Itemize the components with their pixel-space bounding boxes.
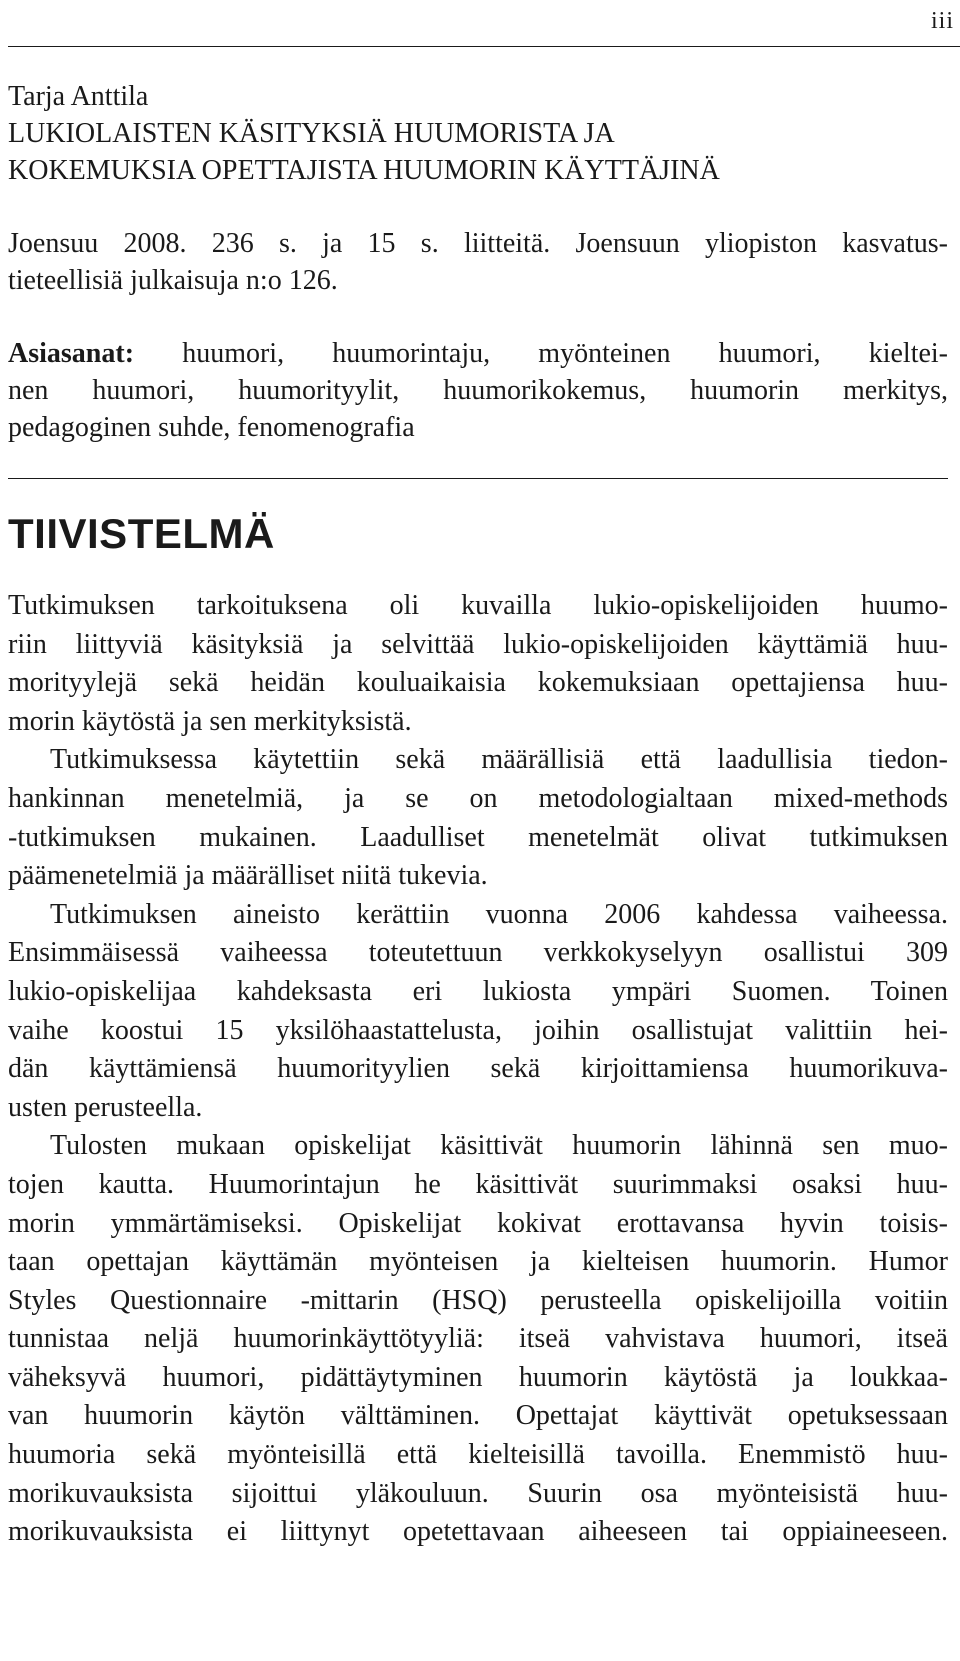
abstract-line: riin liittyviä käsityksiä ja selvittää lukio-opiskelijoiden käyttämiä huu- — [8, 628, 948, 660]
abstract-line: -tutkimuksen mukainen. Laadulliset menetelmät olivat tutkimuksen — [8, 821, 948, 853]
abstract-line: lukio-opiskelijaa kahdeksasta eri lukiosta ympäri Suomen. Toinen — [8, 975, 948, 1007]
publication-line: Joensuu 2008. 236 s. ja 15 s. liitteitä. Joensuun yliopiston kasvatus- — [8, 228, 948, 259]
section-heading: TIIVISTELMÄ — [8, 510, 275, 557]
publication-line: tieteellisiä julkaisuja n:o 126. — [8, 265, 338, 296]
keywords-label: Asiasanat: — [8, 338, 135, 369]
page-number: iii — [930, 8, 954, 34]
abstract-line: Tutkimuksen tarkoituksena oli kuvailla lukio-opiskelijoiden huumo- — [8, 590, 948, 621]
keywords-text: huumori, huumorintaju, myönteinen huumori, kieltei- — [134, 338, 948, 369]
keywords-line: pedagoginen suhde, fenomenografia — [8, 412, 415, 443]
document-body — [8, 78, 948, 1552]
bibliographic-info — [8, 78, 948, 446]
abstract-line: dän käyttämiensä huumorityylien sekä kirjoittamiensa huumorikuva- — [8, 1053, 948, 1085]
abstract-line: huumoria sekä myönteisillä että kielteisillä tavoilla. Enemmistö huu- — [8, 1439, 948, 1471]
abstract-line: Ensimmäisessä vaiheessa toteutettuun verkkokyselyyn osallistui 309 — [8, 937, 948, 969]
title-line: LUKIOLAISTEN KÄSITYKSIÄ HUUMORISTA JA — [8, 118, 615, 149]
keywords-line — [8, 335, 948, 372]
abstract-line: taan opettajan käyttämän myönteisen ja kielteisen huumorin. Humor — [8, 1246, 948, 1278]
abstract-line: van huumorin käytön välttäminen. Opettajat käyttivät opetuksessaan — [8, 1400, 948, 1432]
abstract-line: Tutkimuksessa käytettiin sekä määrällisiä että laadullisia tiedon- — [50, 744, 948, 776]
abstract-line: usten perusteella. — [8, 1091, 203, 1123]
abstract-line: morikuvauksista ei liittynyt opetettavaan aiheeseen tai oppiaineeseen. — [8, 1516, 948, 1548]
abstract-line: morin ymmärtämiseksi. Opiskelijat kokivat erottavansa hyvin toisis- — [8, 1207, 948, 1239]
header-rule — [8, 46, 960, 47]
abstract-line: Styles Questionnaire -mittarin (HSQ) perusteella opiskelijoilla voitiin — [8, 1284, 948, 1316]
abstract-line: morikuvauksista sijoittui yläkouluun. Suurin osa myönteisistä huu- — [8, 1477, 948, 1509]
abstract-line: hankinnan menetelmiä, ja se on metodologialtaan mixed-methods — [8, 782, 948, 814]
abstract-text — [8, 587, 948, 1552]
abstract-line: morin käytöstä ja sen merkityksistä. — [8, 705, 412, 737]
abstract-line: morityylejä sekä heidän kouluaikaisia kokemuksiaan opettajiensa huu- — [8, 667, 948, 699]
abstract-line: Tulosten mukaan opiskelijat käsittivät huumorin lähinnä sen muo- — [50, 1130, 948, 1162]
abstract-line: päämenetelmiä ja määrälliset niitä tukevia. — [8, 860, 488, 892]
abstract-line: väheksyvä huumori, pidättäytyminen huumorin käytöstä ja loukkaa- — [8, 1361, 948, 1393]
abstract-line: Tutkimuksen aineisto kerättiin vuonna 2006 kahdessa vaiheessa. — [50, 898, 948, 930]
keywords-line: nen huumori, huumorityylit, huumorikokemus, huumorin merkitys, — [8, 375, 948, 406]
section-divider — [8, 478, 948, 479]
author-name: Tarja Anttila — [8, 81, 149, 112]
title-line: KOKEMUKSIA OPETTAJISTA HUUMORIN KÄYTTÄJINÄ — [8, 155, 720, 186]
abstract-line: vaihe koostui 15 yksilöhaastattelusta, joihin osallistujat valittiin hei- — [8, 1014, 948, 1046]
abstract-line: tojen kautta. Huumorintajun he käsittivät suurimmaksi osaksi huu- — [8, 1168, 948, 1200]
abstract-line: tunnistaa neljä huumorinkäyttötyyliä: itseä vahvistava huumori, itseä — [8, 1323, 948, 1355]
